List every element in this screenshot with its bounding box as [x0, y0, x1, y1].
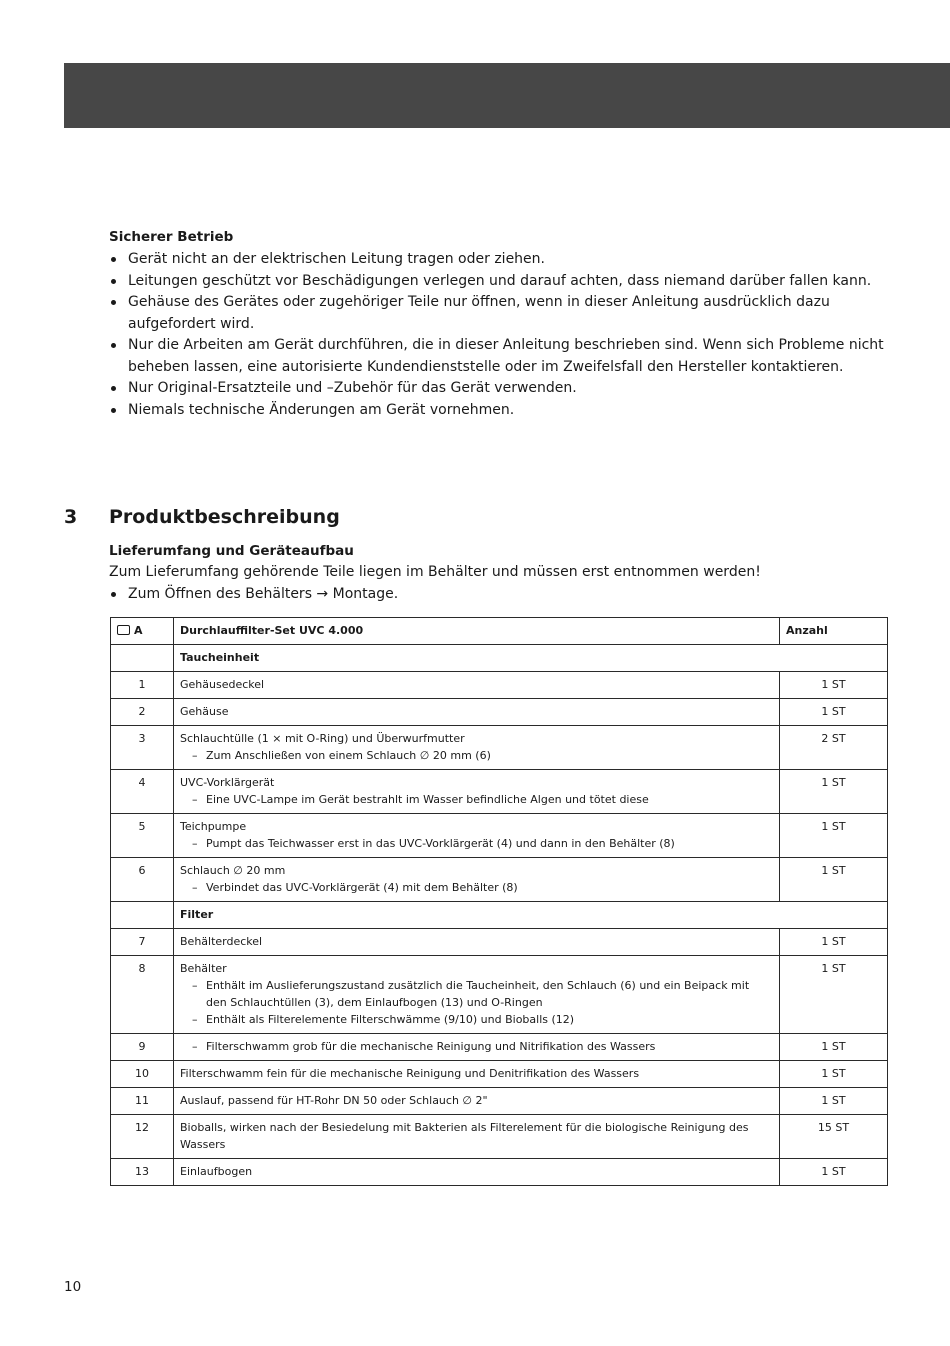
- header-bar: [64, 63, 950, 128]
- item-quantity: 1 ST: [780, 1034, 888, 1061]
- table-cell: [111, 902, 174, 929]
- item-name: UVC-Vorklärgerät: [180, 776, 275, 789]
- item-detail: – Verbindet das UVC-Vorklärgerät (4) mit dem Behälter (8): [192, 881, 518, 894]
- item-name: Teichpumpe: [180, 820, 247, 833]
- table-row: [111, 814, 888, 858]
- item-name: Einlaufbogen: [180, 1165, 253, 1178]
- table-row: [111, 929, 888, 956]
- item-number: 3: [111, 726, 174, 770]
- item-quantity: 1 ST: [780, 1061, 888, 1088]
- item-number: 4: [111, 770, 174, 814]
- section-number: 3: [64, 506, 78, 528]
- table-header-row: [111, 618, 888, 645]
- item-name: Filterschwamm fein für die mechanische Reinigung und Denitrifikation des Wassers: [180, 1067, 640, 1080]
- group-label: Taucheinheit: [174, 645, 888, 672]
- table-row: [111, 956, 888, 1034]
- item-name: Bioballs, wirken nach der Besiedelung mit Bakterien als Filterelement für die biologische Reinigung des Wassers: [180, 1121, 749, 1151]
- item-quantity: 15 ST: [780, 1115, 888, 1159]
- item-number: 11: [111, 1088, 174, 1115]
- item-quantity: 1 ST: [780, 770, 888, 814]
- item-number: 10: [111, 1061, 174, 1088]
- item-detail: – Zum Anschließen von einem Schlauch ∅ 20 mm (6): [192, 749, 491, 762]
- item-description: [174, 1034, 780, 1061]
- list-item: Leitungen geschützt vor Beschädigungen verlegen und darauf achten, dass niemand darüber fallen kann.: [109, 271, 899, 293]
- item-number: 6: [111, 858, 174, 902]
- safe-operation-list: [109, 249, 899, 421]
- table-row: [111, 770, 888, 814]
- table-row: [111, 1061, 888, 1088]
- item-number: 9: [111, 1034, 174, 1061]
- list-item: Niemals technische Änderungen am Gerät vornehmen.: [109, 400, 899, 422]
- list-item: Gehäuse des Gerätes oder zugehöriger Teile nur öffnen, wenn in dieser Anleitung ausdrücklich dazu aufgefordert wird.: [109, 292, 899, 335]
- table-row: [111, 1034, 888, 1061]
- item-number: 2: [111, 699, 174, 726]
- item-quantity: 1 ST: [780, 956, 888, 1034]
- item-name: Auslauf, passend für HT-Rohr DN 50 oder Schlauch ∅ 2": [180, 1094, 488, 1107]
- item-number: 7: [111, 929, 174, 956]
- quantity-header: Anzahl: [780, 618, 888, 645]
- safe-operation-heading: Sicherer Betrieb: [109, 229, 234, 245]
- table-cell: [111, 645, 174, 672]
- item-description: [174, 726, 780, 770]
- item-description: [174, 956, 780, 1034]
- table-row: [111, 858, 888, 902]
- safe-operation-section: [109, 228, 899, 421]
- delivery-scope-section: [109, 542, 899, 605]
- figure-icon: [117, 625, 130, 635]
- item-detail: – Pumpt das Teichwasser erst in das UVC-Vorklärgerät (4) und dann in den Behälter (8): [192, 837, 675, 850]
- list-item: Nur die Arbeiten am Gerät durchführen, die in dieser Anleitung beschrieben sind. Wenn sich Probleme nicht beheben lassen, eine autorisierte Kundendienststelle oder im Zweifelsfall den Hersteller kontaktieren.: [109, 335, 899, 378]
- table-row: [111, 726, 888, 770]
- figure-ref-header: [111, 618, 174, 645]
- item-number: 12: [111, 1115, 174, 1159]
- item-number: 8: [111, 956, 174, 1034]
- section-title: Produktbeschreibung: [109, 506, 340, 528]
- figure-label: A: [134, 624, 143, 637]
- page-number: 10: [64, 1279, 82, 1295]
- table-group-row: [111, 902, 888, 929]
- item-quantity: 2 ST: [780, 726, 888, 770]
- group-label: Filter: [174, 902, 888, 929]
- table-group-row: [111, 645, 888, 672]
- table-row: [111, 1115, 888, 1159]
- item-quantity: 1 ST: [780, 929, 888, 956]
- item-quantity: 1 ST: [780, 814, 888, 858]
- delivery-list: [109, 584, 899, 606]
- table-row: [111, 1159, 888, 1186]
- item-number: 1: [111, 672, 174, 699]
- item-name: Gehäusedeckel: [180, 678, 265, 691]
- item-number: 5: [111, 814, 174, 858]
- item-detail: – Eine UVC-Lampe im Gerät bestrahlt im Wasser befindliche Algen und tötet diese: [192, 793, 649, 806]
- item-description: [174, 770, 780, 814]
- item-quantity: 1 ST: [780, 699, 888, 726]
- item-description: [174, 672, 780, 699]
- item-description: [174, 929, 780, 956]
- delivery-text: Zum Lieferumfang gehörende Teile liegen im Behälter und müssen erst entnommen werden!: [109, 564, 761, 580]
- item-description: [174, 699, 780, 726]
- item-detail: – Filterschwamm grob für die mechanische Reinigung und Nitrifikation des Wassers: [192, 1040, 656, 1053]
- item-description: [174, 814, 780, 858]
- table-row: [111, 1088, 888, 1115]
- item-name: Gehäuse: [180, 705, 229, 718]
- item-description: [174, 1115, 780, 1159]
- list-item: Gerät nicht an der elektrischen Leitung tragen oder ziehen.: [109, 249, 899, 271]
- item-description: [174, 858, 780, 902]
- item-detail: – Enthält als Filterelemente Filterschwämme (9/10) und Bioballs (12): [192, 1013, 575, 1026]
- table-row: [111, 699, 888, 726]
- item-quantity: 1 ST: [780, 672, 888, 699]
- list-item: Nur Original-Ersatzteile und –Zubehör für das Gerät verwenden.: [109, 378, 899, 400]
- item-number: 13: [111, 1159, 174, 1186]
- set-title-header: Durchlauffilter-Set UVC 4.000: [174, 618, 780, 645]
- delivery-heading: Lieferumfang und Geräteaufbau: [109, 543, 354, 559]
- parts-table: [110, 617, 888, 1186]
- item-quantity: 1 ST: [780, 1159, 888, 1186]
- item-detail: – Enthält im Auslieferungszustand zusätzlich die Taucheinheit, den Schlauch (6) und ein Beipack mit den Schlauchtüllen (3), dem Einlaufbogen (13) und O-Ringen: [192, 979, 750, 1009]
- table-row: [111, 672, 888, 699]
- item-description: [174, 1061, 780, 1088]
- list-item: Zum Öffnen des Behälters → Montage.: [109, 584, 899, 606]
- item-description: [174, 1088, 780, 1115]
- item-name: Behälterdeckel: [180, 935, 263, 948]
- item-description: [174, 1159, 780, 1186]
- item-quantity: 1 ST: [780, 858, 888, 902]
- item-name: Schlauch ∅ 20 mm: [180, 864, 286, 877]
- item-name: Behälter: [180, 962, 227, 975]
- item-name: Schlauchtülle (1 × mit O-Ring) und Überwurfmutter: [180, 732, 465, 745]
- item-quantity: 1 ST: [780, 1088, 888, 1115]
